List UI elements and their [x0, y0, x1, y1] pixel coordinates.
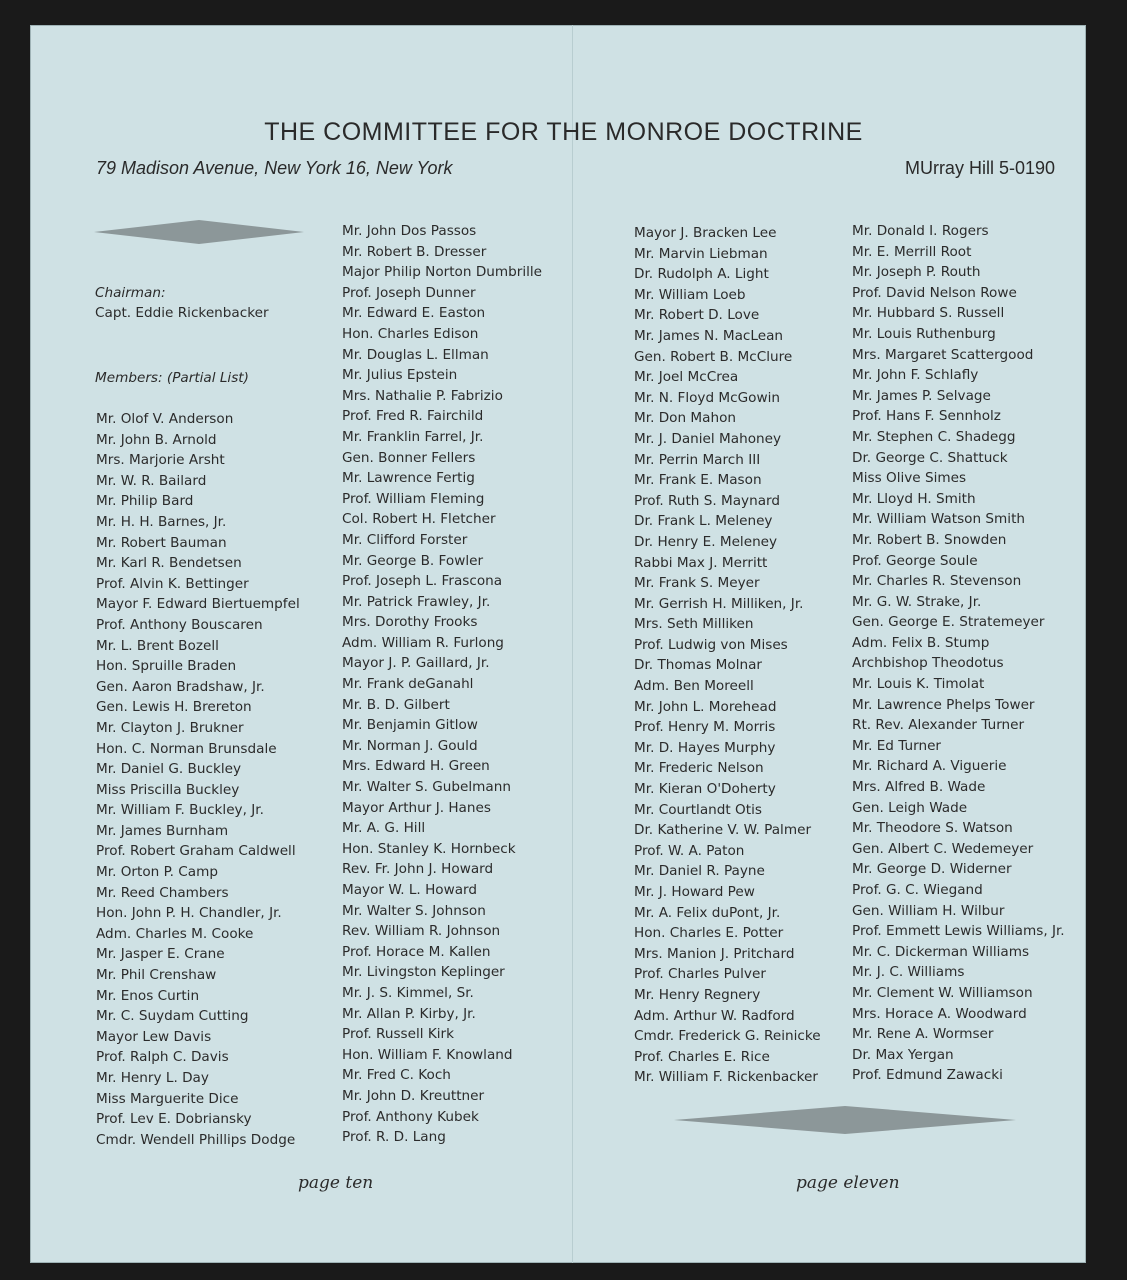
member-name: Mr. C. Suydam Cutting	[96, 1008, 249, 1025]
member-name: Prof. Emmett Lewis Williams, Jr.	[852, 923, 1065, 940]
member-name: Mr. Lloyd H. Smith	[852, 490, 976, 507]
page-title: THE COMMITTEE FOR THE MONROE DOCTRINE	[264, 118, 863, 146]
member-name: Mr. Walter S. Johnson	[342, 902, 486, 919]
member-name: Mr. Robert D. Love	[634, 307, 760, 324]
member-name: Col. Robert H. Fletcher	[342, 511, 496, 528]
member-name: Mr. D. Hayes Murphy	[634, 739, 776, 756]
member-name: Mr. Courtlandt Otis	[634, 801, 762, 818]
member-name: Prof. Fred R. Fairchild	[342, 408, 484, 425]
member-name: Adm. Ben Moreell	[634, 678, 754, 695]
member-name: Mr. Robert Bauman	[96, 534, 227, 551]
chairman-label: Chairman:	[95, 285, 166, 301]
member-name: Adm. Charles M. Cooke	[96, 925, 254, 942]
member-name: Mr. A. Felix duPont, Jr.	[634, 904, 781, 921]
member-name: Mr. Clayton J. Brukner	[96, 719, 244, 736]
member-name: Mr. Franklin Farrel, Jr.	[342, 428, 484, 445]
member-name: Mr. Joseph P. Routh	[852, 264, 981, 281]
member-name: Mr. E. Merrill Root	[852, 243, 972, 260]
member-name: Mr. Stephen C. Shadegg	[852, 428, 1016, 445]
member-name: Hon. Charles Edison	[342, 325, 479, 342]
member-name: Mr. Richard A. Viguerie	[852, 758, 1007, 775]
member-name: Mrs. Dorothy Frooks	[342, 614, 478, 631]
member-name: Gen. William H. Wilbur	[852, 902, 1005, 919]
member-name: Gen. Robert B. McClure	[634, 348, 793, 365]
member-name: Mr. James Burnham	[96, 822, 229, 839]
member-name: Cmdr. Frederick G. Reinicke	[634, 1028, 821, 1045]
member-name: Prof. Ludwig von Mises	[634, 636, 788, 653]
member-name: Mr. Ed Turner	[852, 737, 942, 754]
member-name: Mr. Jasper E. Crane	[96, 946, 225, 963]
member-name: Mayor J. P. Gaillard, Jr.	[342, 655, 490, 672]
member-name: Mrs. Seth Milliken	[634, 616, 754, 633]
member-name: Prof. George Soule	[852, 552, 978, 569]
member-name: Mr. James N. MacLean	[634, 327, 784, 344]
member-name: Prof. Henry M. Morris	[634, 719, 776, 736]
member-name: Prof. Robert Graham Caldwell	[96, 843, 296, 860]
member-name: Mr. Robert B. Snowden	[852, 531, 1007, 548]
member-name: Adm. Arthur W. Radford	[634, 1007, 795, 1024]
member-name: Dr. Katherine V. W. Palmer	[634, 822, 812, 839]
member-name: Mr. William Loeb	[634, 286, 746, 303]
member-name: Mr. H. H. Barnes, Jr.	[96, 513, 227, 530]
member-name: Mr. George D. Widerner	[852, 861, 1012, 878]
member-name: Rev. William R. Johnson	[342, 923, 501, 940]
member-name: Mr. Henry L. Day	[96, 1070, 209, 1086]
member-name: Major Philip Norton Dumbrille	[342, 264, 543, 281]
member-name: Rabbi Max J. Merritt	[634, 554, 768, 571]
member-name: Mayor Lew Davis	[96, 1028, 212, 1045]
member-name: Mr. Fred C. Koch	[342, 1067, 451, 1084]
member-name: Mr. Don Mahon	[634, 410, 737, 427]
member-name: Mr. Perrin March III	[634, 451, 761, 468]
center-fold	[572, 25, 573, 1263]
member-name: Mr. Patrick Frawley, Jr.	[342, 593, 491, 610]
member-name: Mr. J. Daniel Mahoney	[634, 430, 782, 447]
member-name: Prof. R. D. Lang	[342, 1129, 446, 1146]
member-name: Gen. Aaron Bradshaw, Jr.	[96, 678, 265, 695]
member-name: Mr. George B. Fowler	[342, 552, 484, 569]
member-name: Mr. Frederic Nelson	[634, 760, 764, 777]
member-name: Mr. John D. Kreuttner	[342, 1087, 485, 1104]
member-name: Gen. Leigh Wade	[852, 799, 968, 816]
member-name: Mr. Kieran O'Doherty	[634, 781, 776, 798]
member-name: Mr. Rene A. Wormser	[852, 1026, 994, 1043]
member-name: Mr. A. G. Hill	[342, 820, 426, 837]
members-column-4	[852, 221, 1065, 1086]
member-name: Mrs. Margaret Scattergood	[852, 346, 1034, 363]
member-name: Mayor F. Edward Biertuempfel	[96, 596, 300, 613]
member-name: Mr. Marvin Liebman	[634, 245, 768, 262]
member-name: Mr. John L. Morehead	[634, 698, 777, 715]
member-name: Mr. William F. Buckley, Jr.	[96, 802, 264, 819]
member-name: Mr. Edward E. Easton	[342, 305, 486, 322]
member-name: Hon. Stanley K. Hornbeck	[342, 840, 516, 857]
member-name: Mr. Clement W. Williamson	[852, 984, 1033, 1001]
member-name: Mr. Clifford Forster	[342, 531, 468, 548]
member-name: Mr. John F. Schlafly	[852, 367, 979, 384]
member-name: Mayor J. Bracken Lee	[634, 225, 777, 241]
member-name: Prof. Joseph Dunner	[342, 284, 476, 301]
member-name: Mrs. Horace A. Woodward	[852, 1005, 1027, 1022]
member-name: Rt. Rev. Alexander Turner	[852, 717, 1025, 734]
member-name: Mr. James P. Selvage	[852, 387, 991, 404]
members-column-3	[634, 223, 821, 1088]
member-name: Mr. Frank E. Mason	[634, 472, 762, 489]
member-name: Mayor W. L. Howard	[342, 882, 478, 898]
member-name: Miss Priscilla Buckley	[96, 781, 240, 798]
chairman-name: Capt. Eddie Rickenbacker	[95, 305, 269, 321]
member-name: Mr. G. W. Strake, Jr.	[852, 593, 982, 610]
member-name: Mr. J. S. Kimmel, Sr.	[342, 984, 474, 1001]
member-name: Mr. J. Howard Pew	[634, 884, 755, 900]
member-name: Hon. Charles E. Potter	[634, 925, 784, 942]
member-name: Mr. Louis Ruthenburg	[852, 325, 996, 342]
member-name: Mr. Henry Regnery	[634, 986, 761, 1003]
member-name: Rev. Fr. John J. Howard	[342, 861, 494, 878]
member-name: Mr. Karl R. Bendetsen	[96, 555, 242, 572]
member-name: Prof. Joseph L. Frascona	[342, 573, 503, 590]
member-name: Mr. Charles R. Stevenson	[852, 573, 1022, 590]
member-name: Mr. Julius Epstein	[342, 367, 458, 384]
member-name: Mr. Douglas L. Ellman	[342, 346, 489, 363]
member-name: Prof. Edmund Zawacki	[852, 1067, 1003, 1084]
member-name: Prof. Alvin K. Bettinger	[96, 575, 249, 592]
member-name: Mr. Daniel R. Payne	[634, 863, 765, 880]
members-column-2	[342, 221, 542, 1148]
member-name: Prof. Ralph C. Davis	[96, 1049, 229, 1066]
member-name: Dr. Max Yergan	[852, 1046, 954, 1063]
member-name: Prof. William Fleming	[342, 490, 485, 507]
member-name: Mr. Theodore S. Watson	[852, 820, 1013, 837]
member-name: Mrs. Manion J. Pritchard	[634, 945, 795, 962]
member-name: Prof. Anthony Bouscaren	[96, 616, 263, 633]
member-name: Mr. Phil Crenshaw	[96, 967, 217, 984]
member-name: Prof. Ruth S. Maynard	[634, 492, 781, 509]
member-name: Mrs. Alfred B. Wade	[852, 779, 986, 796]
member-name: Mr. Frank deGanahl	[342, 676, 474, 693]
phone-number: MUrray Hill 5-0190	[904, 158, 1055, 178]
member-name: Mr. William F. Rickenbacker	[634, 1069, 818, 1086]
member-name: Dr. Thomas Molnar	[634, 657, 763, 674]
member-name: Mr. William Watson Smith	[852, 511, 1026, 528]
member-name: Prof. W. A. Paton	[634, 842, 745, 859]
page-number-left: page ten	[298, 1173, 374, 1193]
member-name: Gen. Lewis H. Brereton	[96, 699, 252, 716]
member-name: Mr. Daniel G. Buckley	[96, 761, 242, 778]
member-name: Mr. Walter S. Gubelmann	[342, 779, 511, 796]
member-name: Mr. Livingston Keplinger	[342, 964, 505, 981]
member-name: Hon. John P. H. Chandler, Jr.	[96, 905, 282, 922]
member-name: Mr. C. Dickerman Williams	[852, 943, 1030, 960]
member-name: Prof. Charles E. Rice	[634, 1048, 770, 1065]
member-name: Dr. Henry E. Meleney	[634, 533, 778, 550]
member-name: Mr. Frank S. Meyer	[634, 575, 760, 592]
member-name: Mr. Robert B. Dresser	[342, 243, 487, 260]
top-diamond-ornament	[94, 220, 304, 244]
member-name: Mr. Gerrish H. Milliken, Jr.	[634, 595, 804, 612]
member-name: Prof. G. C. Wiegand	[852, 882, 983, 898]
member-name: Prof. Charles Pulver	[634, 966, 766, 983]
member-name: Mayor Arthur J. Hanes	[342, 799, 491, 816]
member-name: Mrs. Edward H. Green	[342, 758, 490, 775]
member-name: Mr. N. Floyd McGowin	[634, 389, 780, 406]
members-column-1	[96, 409, 300, 1150]
member-name: Mr. Lawrence Fertig	[342, 470, 475, 487]
member-name: Gen. Albert C. Wedemeyer	[852, 840, 1034, 857]
member-name: Mr. Olof V. Anderson	[96, 411, 234, 427]
member-name: Prof. Horace M. Kallen	[342, 943, 491, 960]
member-name: Prof. Russell Kirk	[342, 1026, 455, 1043]
member-name: Mr. Orton P. Camp	[96, 864, 218, 881]
member-name: Hon. C. Norman Brunsdale	[96, 740, 277, 757]
member-name: Mr. L. Brent Bozell	[96, 637, 219, 654]
member-name: Prof. David Nelson Rowe	[852, 284, 1017, 301]
member-name: Mr. Louis K. Timolat	[852, 676, 985, 693]
member-name: Mr. Joel McCrea	[634, 369, 739, 386]
page-number-right: page eleven	[796, 1173, 900, 1193]
member-name: Mr. Philip Bard	[96, 493, 194, 510]
member-name: Gen. George E. Stratemeyer	[852, 614, 1045, 631]
member-name: Mr. Enos Curtin	[96, 987, 200, 1004]
member-name: Mr. Allan P. Kirby, Jr.	[342, 1005, 476, 1022]
member-name: Prof. Anthony Kubek	[342, 1108, 479, 1125]
member-name: Mr. John B. Arnold	[96, 431, 217, 448]
member-name: Mr. John Dos Passos	[342, 223, 477, 239]
address: 79 Madison Avenue, New York 16, New York	[96, 158, 453, 178]
member-name: Prof. Lev E. Dobriansky	[96, 1111, 252, 1128]
member-name: Adm. Felix B. Stump	[852, 634, 990, 651]
member-name: Hon. William F. Knowland	[342, 1046, 513, 1063]
member-name: Mr. J. C. Williams	[852, 964, 965, 981]
member-name: Mr. B. D. Gilbert	[342, 696, 450, 713]
member-name: Mr. Norman J. Gould	[342, 737, 478, 754]
member-name: Mrs. Nathalie P. Fabrizio	[342, 387, 503, 404]
member-name: Dr. Rudolph A. Light	[634, 266, 769, 283]
member-name: Miss Marguerite Dice	[96, 1090, 239, 1107]
member-name: Archbishop Theodotus	[852, 655, 1004, 672]
member-name: Miss Olive Simes	[852, 470, 967, 487]
member-name: Dr. Frank L. Meleney	[634, 513, 773, 530]
member-name: Hon. Spruille Braden	[96, 658, 237, 675]
member-name: Mr. W. R. Bailard	[96, 472, 207, 489]
member-name: Prof. Hans F. Sennholz	[852, 408, 1001, 425]
member-name: Gen. Bonner Fellers	[342, 449, 476, 466]
member-name: Adm. William R. Furlong	[342, 634, 504, 651]
bottom-diamond-ornament	[674, 1106, 1016, 1134]
member-name: Mr. Hubbard S. Russell	[852, 305, 1005, 322]
member-name: Dr. George C. Shattuck	[852, 449, 1008, 466]
member-name: Mrs. Marjorie Arsht	[96, 452, 225, 469]
member-name: Mr. Reed Chambers	[96, 884, 229, 901]
member-name: Mr. Lawrence Phelps Tower	[852, 696, 1035, 713]
member-name: Cmdr. Wendell Phillips Dodge	[96, 1131, 296, 1148]
members-label: Members: (Partial List)	[95, 370, 249, 386]
member-name: Mr. Donald I. Rogers	[852, 223, 989, 239]
member-name: Mr. Benjamin Gitlow	[342, 717, 478, 734]
